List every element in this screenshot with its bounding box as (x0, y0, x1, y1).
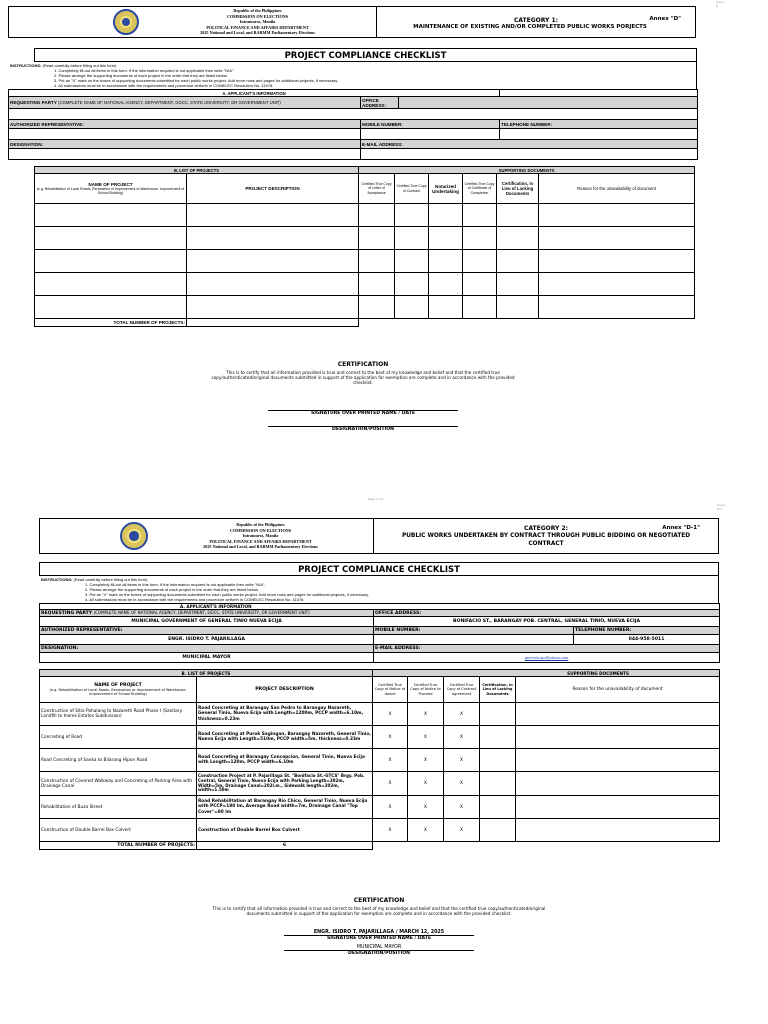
page-title-2: PROJECT COMPLIANCE CHECKLIST (39, 562, 719, 576)
col-doc-ntp: Certified True Copy of Notice to Proceed (408, 677, 444, 703)
comelec-seal-icon (120, 522, 148, 550)
section-b-heading: B. LIST OF PROJECTS (35, 167, 359, 174)
mobile-input[interactable] (361, 129, 500, 140)
col-doc-certification: Certification, in Lieu of Lacking Documents (480, 677, 516, 703)
telephone-label: TELEPHONE NUMBER: (500, 120, 698, 129)
projects-table (34, 166, 695, 327)
authorized-rep-input[interactable] (9, 129, 361, 140)
mobile-value-2[interactable] (374, 635, 574, 645)
col-doc-5: Certification, in Lieu of Lacking Documents (497, 174, 539, 204)
designation-label: DESIGNATION: (9, 140, 361, 149)
mobile-label: MOBILE NUMBER: (361, 120, 500, 129)
annex-label-2: Annex "D-1" (662, 525, 700, 531)
form-header-2 (39, 518, 719, 554)
table-row[interactable] (35, 296, 695, 319)
col-doc-contract: Certified True Copy of Contract Agreement (444, 677, 480, 703)
category-box-2 (374, 519, 718, 553)
category-label-2: CATEGORY 2: (523, 525, 569, 532)
page-footer-mark: Page 1 of 1 (368, 497, 384, 501)
col-doc-1: Certified True Copy of Letter of Acceptance (359, 174, 395, 204)
col-doc-4: Certified True Copy of Certificate of Completion (463, 174, 497, 204)
category-label: CATEGORY 1: (513, 17, 559, 24)
designation-position-label: DESIGNATION/POSITION (332, 427, 394, 432)
table-row[interactable] (35, 273, 695, 296)
telephone-input[interactable] (500, 129, 698, 140)
signature-label: SIGNATURE OVER PRINTED NAME / DATE (311, 411, 415, 416)
total-projects-input[interactable] (187, 319, 359, 327)
col-doc-3: Notarized Undertaking (429, 174, 463, 204)
supporting-docs-heading: SUPPORTING DOCUMENTS (359, 167, 695, 174)
certification-title: CERTIFICATION (337, 361, 389, 368)
requesting-party-value[interactable] (9, 109, 698, 120)
page-title: PROJECT COMPLIANCE CHECKLIST (34, 48, 697, 62)
projects-table-2 (39, 669, 720, 850)
col-reason-2: Reason for the unavailability of document (516, 677, 720, 703)
col-project-description: PROJECT DESCRIPTION (187, 174, 359, 204)
certification-block-2 (194, 897, 564, 956)
designation-position-label-2: DESIGNATION/POSITION (348, 951, 410, 956)
page-1 (8, 0, 725, 501)
office-address-value-2[interactable]: BONIFACIO ST., BARANGAY POB. CENTRAL, GENERAL TINIO, NUEVA ECIJA (374, 617, 720, 627)
office-address-label: OFFICE ADDRESS: (361, 97, 399, 109)
header-agency-2: Republic of the Philippines COMMISSION ON ELECTIONS Intramuros, Manila POLITICAL FINANCE AND AFFAIRS DEPARTMENT 2025 National and Local, and BARMM Parliamentary Elections (203, 522, 318, 550)
email-label-2: E-MAIL ADDRESS: (374, 645, 720, 653)
mobile-label-2: MOBILE NUMBER: (374, 627, 574, 635)
col-doc-award: Certified True Copy of Notice of Award (373, 677, 408, 703)
applicant-info-table (8, 89, 698, 160)
page-2 (39, 503, 726, 988)
requesting-party-value-2[interactable]: MUNICIPAL GOVERNMENT OF GENERAL TINIO NUEVA ECIJA (40, 617, 374, 627)
total-projects-label: TOTAL NUMBER OF PROJECTS: (35, 319, 187, 327)
category-subtitle-2: PUBLIC WORKS UNDERTAKEN BY CONTRACT THROUGH PUBLIC BIDDING OR NEGOTIATED CONTRACT (401, 533, 691, 547)
instructions-2: INSTRUCTIONS: (Read carefully before filling out this form) 1. Completely fill-out all items in this form. If the information required is not applicable then write "N/A". 2. Please arrange the supporting documents of each project in the order that they are listed below. 3. Put an "X" mark on the boxes of supporting documents submitted for each public works project. Add more rows and pages for additional projects, if necessary. 4. All submissions must be in accordance with the requirements and procedure setforth in COMELEC Resolution No. 11078. (39, 576, 719, 603)
telephone-label-2: TELEPHONE NUMBER: (574, 627, 720, 635)
requesting-party-field[interactable]: REQUESTING PARTY (COMPLETE NAME OF NATIONAL AGENCY, DEPARTMENT, GOCC, STATE UNIVERSITY, OR GOVERNMENT UNIT) (9, 97, 361, 109)
col-reason: Reason for the unavailability of document (539, 174, 695, 204)
designation-input[interactable] (9, 149, 361, 160)
total-projects-label-2: TOTAL NUMBER OF PROJECTS: (40, 842, 197, 850)
comelec-seal-icon (113, 9, 139, 35)
page-corner-mark-2: Annex D-1 (717, 503, 726, 511)
table-row[interactable]: Construction of Double Barrel Box Culvert Construction of Double Barrel Box Culvert X X X (40, 819, 720, 842)
authorized-rep-label-2: AUTHORIZED REPRESENTATIVE: (40, 627, 374, 635)
certification-title-2: CERTIFICATION (353, 897, 405, 904)
form-header (8, 6, 696, 38)
email-value-2[interactable]: gentinio.lgu@yahoo.com (374, 653, 720, 663)
designation-value-2[interactable]: MUNICIPAL MAYOR (40, 653, 374, 663)
section-a-heading: A. APPLICANT'S INFORMATION (9, 90, 500, 97)
table-row[interactable] (35, 204, 695, 227)
table-row[interactable]: Concreting of Road Road Concreting at Purok Sagingan, Barangay Nazareth, General Tinio, Nueva Ecija with Length=510m, PCCP width=5m, thickness=0.23m X X X (40, 726, 720, 749)
table-row[interactable] (35, 250, 695, 273)
section-a-heading-2: A. APPLICANT'S INFORMATION (40, 604, 720, 610)
office-address-field[interactable] (399, 97, 698, 109)
col-name-of-project: NAME OF PROJECT (e.g. Rehabilitation of Local Roads, Renovation or Improvement of Warehouse, Improvement of School Building) (35, 174, 187, 204)
certification-block (193, 361, 533, 432)
table-row[interactable]: Construction of Sitio Pahalang to Nazareth Road Phase I (Sanitary Landfill to Ineres Estates Subdivision) Road Concreting at Barangay San Pedro to Barangay Nazareth, General Tinio, Nueva Ecija with Length=1200m, PCCP width=6.10m, thickness=0.23m X X X (40, 703, 720, 726)
designation-label-2: DESIGNATION: (40, 645, 374, 653)
total-projects-value[interactable]: 6 (197, 842, 373, 850)
table-row[interactable]: Construction of Covered Walkway and Concreting of Parking Area with Drainage Canal Construction Project at P. Pajarillaga St. "Bonifacio St.-GTCS" Brgy. Pob. Central, General Tinio, Nueva Ecija with Parking Length=202m, Width=5m, Drainage Canal=202l.m., Sidewalk length=202m, width=1.50m X X X (40, 772, 720, 796)
telephone-value-2[interactable]: 044-958-5011 (574, 635, 720, 645)
instructions: INSTRUCTIONS: (Read carefully before filling out this form) 1. Completely fill-out all items in this form. If the information required is not applicable then write "N/A". 2. Please arrange the supporting documents of each project in the order that they are listed below. 3. Put an "X" mark on the boxes of supporting documents submitted for each public works project. Add more rows and pages for additional projects, if necessary. 4. All submissions must be in accordance with the requirements and procedure setforth in COMELEC Resolution No. 11078. (8, 62, 697, 89)
authorized-rep-label: AUTHORIZED REPRESENTATIVE: (9, 120, 361, 129)
certification-text: This is to certify that all information provided is true and correct to the best of my knowledge and belief and that the certified true copy/authenticated/original documents submitted in support of the application for exemption are complete and in accordance with the provided checklist. (211, 370, 515, 385)
email-label: E-MAIL ADDRESS: (361, 140, 698, 149)
col-project-description-2: PROJECT DESCRIPTION (197, 677, 373, 703)
authorized-rep-value-2[interactable]: ENGR. ISIDRO T. PAJARILLAGA (40, 635, 374, 645)
email-input[interactable] (361, 149, 698, 160)
office-address-label-2: OFFICE ADDRESS: (374, 610, 720, 617)
category-subtitle: MAINTENANCE OF EXISTING AND/OR COMPLETED PUBLIC WORKS PORJECTS (413, 24, 647, 30)
table-row[interactable]: Road Concreting of Sanka to Bilarang Hipon Road Road Concreting at Barangay Concepcion, General Tinio, Nueva Ecija with Length=120m, PCCP width=6.10m X X X (40, 749, 720, 772)
signatory-position: MUNICIPAL MAYOR (356, 945, 402, 950)
certification-text-2: This is to certify that all information provided is true and correct to the best of my knowledge and belief and that the certified true copy/authenticated/original documents submitted in support of the application for exemption are complete and in accordance with the provided checklist. (212, 906, 546, 916)
col-doc-2: Certified True Copy of Contract (395, 174, 429, 204)
header-agency: Republic of the Philippines COMMISSION ON ELECTIONS Intramuros, Manila POLITICAL FINANCE AND AFFAIRS DEPARTMENT 2025 National and Local, and BARMM Parliamentary Elections (200, 8, 315, 36)
annex-label: Annex "D" (649, 16, 681, 22)
supporting-docs-heading-2: SUPPORTING DOCUMENTS (373, 670, 720, 677)
table-row[interactable] (35, 227, 695, 250)
section-b-heading-2: B. LIST OF PROJECTS (40, 670, 373, 677)
table-row[interactable]: Rehabilitation of Buza Street Road Rehabilitation at Barangay Rio Chico, General Tinio, Nueva Ecija with PCCP=180 lm, Average Road width=7m, Drainage Canal "Top Cover"=80 lm X X X (40, 796, 720, 819)
signature-label-2: SIGNATURE OVER PRINTED NAME / DATE (327, 936, 431, 941)
applicant-info-table-2: A. APPLICANT'S INFORMATION REQUESTING PARTY (COMPLETE NAME OF NATIONAL AGENCY, DEPARTMENT, GOCC, STATE UNIVERSITY, OR GOVERNMENT UNIT) OFFICE ADDRESS: MUNICIPAL GOVERNMENT OF GENERAL TINIO NUEVA ECIJA BONIFACIO ST., BARANGAY POB. CENTRAL, GENERAL TINIO, NUEVA ECIJA AUTHORIZED REPRESENTATIVE: MOBILE NUMBER: TELEPHONE NUMBER: ENGR. ISIDRO T. PAJARILLAGA 044-958-5011 DESIGNATION: E-MAIL ADDRESS: MUNICIPAL MAYOR gentinio.lgu@yahoo.com (39, 603, 720, 663)
col-name-of-project-2: NAME OF PROJECT (e.g. Rehabilitation of Local Roads, Renovation or Improvement of Warehouse, Improvement of School Building) (40, 677, 197, 703)
category-box (377, 7, 695, 37)
page-corner-mark: Annex D (716, 0, 725, 8)
signatory-name-date: ENGR. ISIDRO T. PAJARILLAGA / MARCH 12, 2025 (313, 930, 445, 935)
